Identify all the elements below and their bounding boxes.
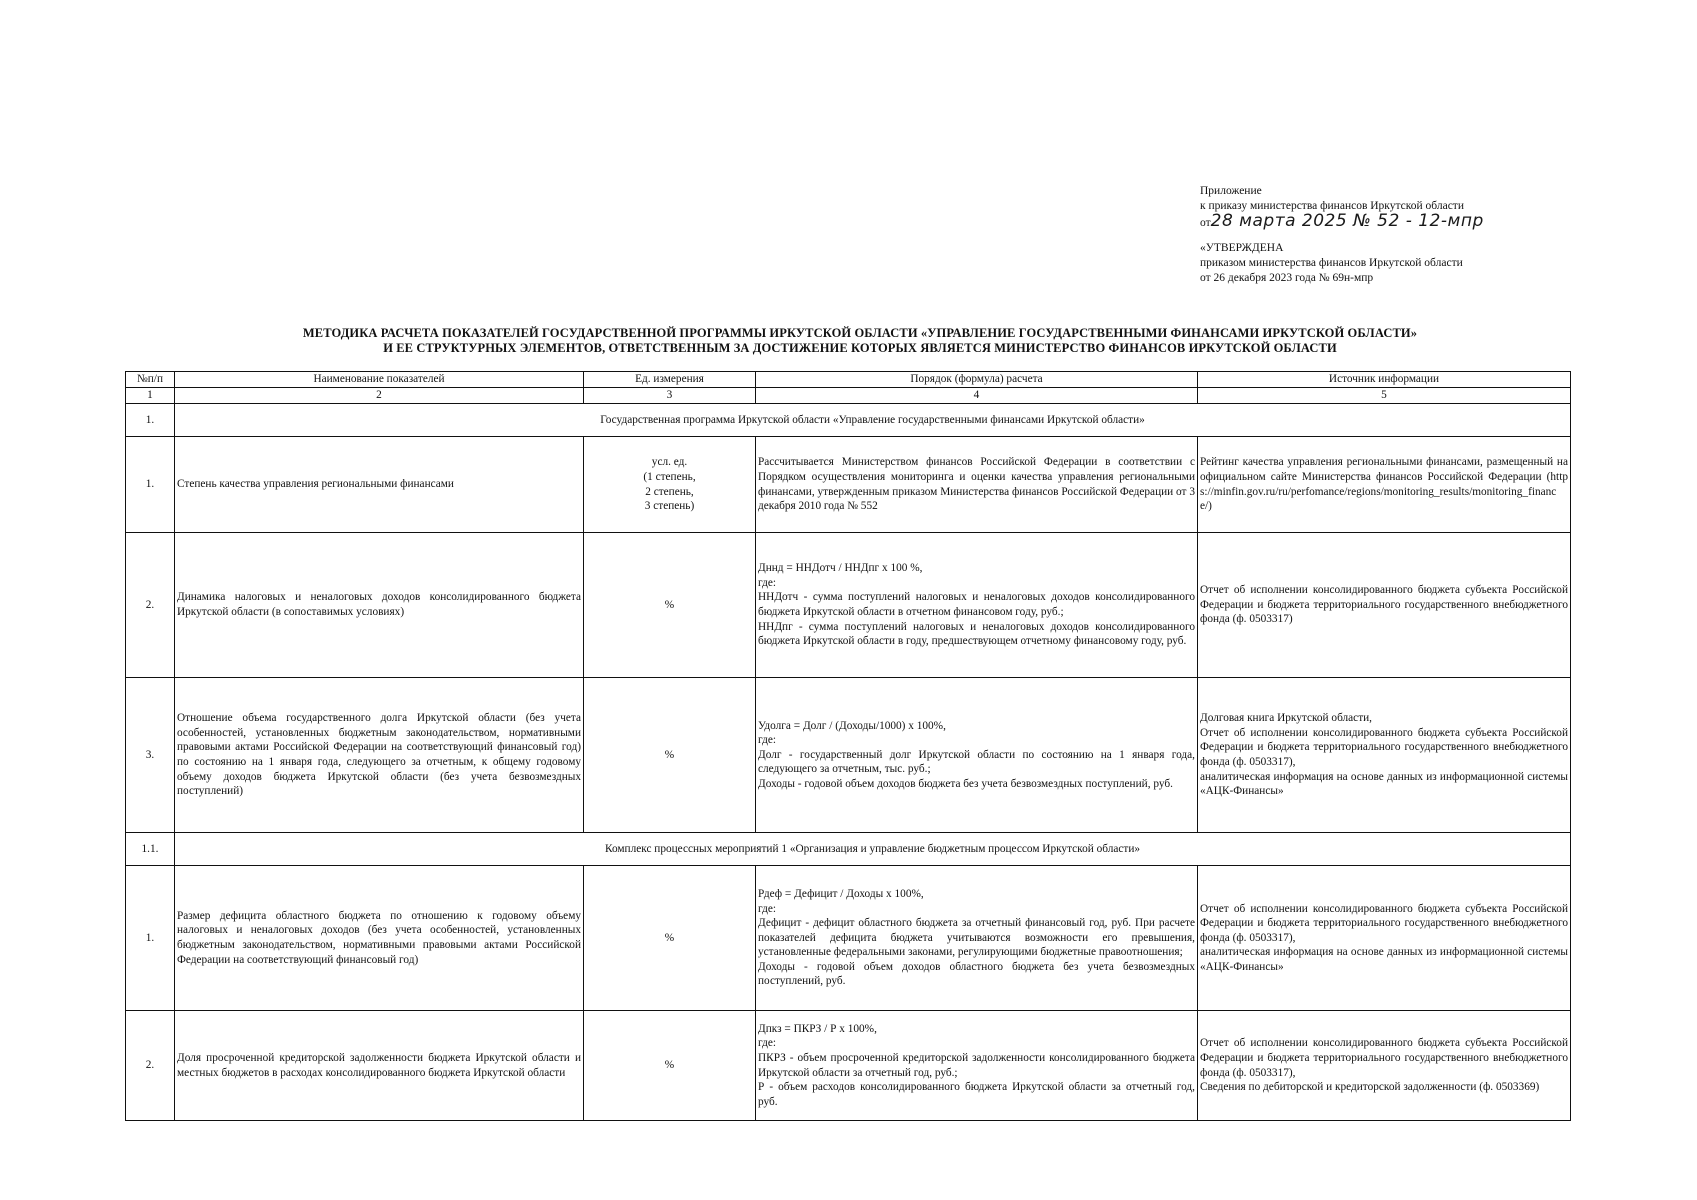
formula-cell	[756, 866, 1198, 1011]
appendix-label: Приложение	[1200, 185, 1262, 197]
header-num: №п/п	[126, 372, 175, 388]
unit-cell: %	[584, 866, 756, 1011]
source-line: аналитическая информация на основе данных из информационной системы «АЦК-Финансы»	[1200, 946, 1568, 973]
document-title	[150, 326, 1570, 356]
header-unit: Ед. измерения	[584, 372, 756, 388]
row-num: 1.	[126, 437, 175, 533]
table-header-row	[126, 372, 1571, 388]
row-num: 2.	[126, 533, 175, 678]
unit-cell: %	[584, 678, 756, 833]
unit-line: усл. ед.	[651, 456, 688, 469]
indicator-name: Динамика налоговых и неналоговых доходов консолидированного бюджета Иркутской области (в сопоставимых условиях)	[175, 533, 584, 678]
indicator-name: Степень качества управления региональными финансами	[175, 437, 584, 533]
col-number: 1	[126, 388, 175, 404]
unit-cell: %	[584, 533, 756, 678]
approved-order: приказом министерства финансов Иркутской области	[1200, 257, 1463, 269]
source-cell	[1198, 678, 1571, 833]
source-line: Отчет об исполнении консолидированного бюджета субъекта Российской Федерации и бюджета территориального государственного внебюджетного фонда (ф. 0503317),	[1200, 902, 1568, 944]
source-cell: Рейтинг качества управления региональными финансами, размещенный на официальном сайте Министерства финансов Российской Федерации (https://minfin.gov.ru/ru/perfomance/regions/monitoring_results/monitoring_finance/)	[1198, 437, 1571, 533]
source-line: Отчет об исполнении консолидированного бюджета субъекта Российской Федерации и бюджета территориального государственного внебюджетного фонда (ф. 0503317),	[1200, 726, 1568, 768]
source-line: Долговая книга Иркутской области,	[1200, 712, 1373, 725]
header-formula: Порядок (формула) расчета	[756, 372, 1198, 388]
methodology-table	[125, 371, 1571, 1121]
col-number: 3	[584, 388, 756, 404]
formula-line: где:	[758, 734, 776, 747]
formula-line: Доходы - годовой объем доходов областного бюджета без учета безвозмездных поступлений, руб.	[758, 960, 1195, 988]
source-line: Отчет об исполнении консолидированного бюджета субъекта Российской Федерации и бюджета территориального государственного внебюджетного фонда (ф. 0503317),	[1200, 1037, 1568, 1079]
approved-label: «УТВЕРЖДЕНА	[1200, 242, 1284, 254]
formula-cell	[756, 533, 1198, 678]
table-row	[126, 437, 1571, 533]
formula-line: где:	[758, 1037, 776, 1050]
col-number: 4	[756, 388, 1198, 404]
formula-line: Р - объем расходов консолидированного бюджета Иркутской области за отчетный год, руб.	[758, 1081, 1195, 1108]
col-number: 5	[1198, 388, 1571, 404]
row-num: 2.	[126, 1011, 175, 1121]
formula-line: Дпкз = ПКРЗ / Р х 100%,	[758, 1022, 877, 1035]
formula-line: Доходы - годовой объем доходов бюджета без учета безвозмездных поступлений, руб.	[758, 777, 1173, 790]
unit-cell	[584, 437, 756, 533]
source-line: аналитическая информация на основе данных из информационной системы «АЦК-Финансы»	[1200, 770, 1568, 798]
section-title: Комплекс процессных мероприятий 1 «Организация и управление бюджетным процессом Иркутской области»	[175, 833, 1571, 866]
indicator-name: Размер дефицита областного бюджета по отношению к годовому объему налоговых и неналоговых доходов (без учета особенностей, установленных бюджетным законодательством, нормативными правовыми актами Российской Федерации на соответствующий финансовый год)	[175, 866, 584, 1011]
appendix-block	[1200, 184, 1540, 286]
row-num: 3.	[126, 678, 175, 833]
table-row	[126, 1011, 1571, 1121]
appendix-date-prefix: от	[1200, 217, 1211, 229]
unit-line: (1 степень,	[643, 470, 696, 483]
header-source: Источник информации	[1198, 372, 1571, 388]
indicator-name: Отношение объема государственного долга Иркутской области (без учета особенностей, установленных бюджетным законодательством, нормативными правовыми актами Российской Федерации на соответствующий финансовый год) по состоянию на 1 января года, следующего за отчетным, к общему годовому объему доходов бюджета Иркутской области (без учета безвозмездных поступлений)	[175, 678, 584, 833]
formula-line: Долг - государственный долг Иркутской области по состоянию на 1 января года, следующего за отчетным, тыс. руб.;	[758, 748, 1195, 776]
header-name: Наименование показателей	[175, 372, 584, 388]
formula-line: где:	[758, 576, 776, 589]
row-num: 1.	[126, 866, 175, 1011]
title-line-1: МЕТОДИКА РАСЧЕТА ПОКАЗАТЕЛЕЙ ГОСУДАРСТВЕННОЙ ПРОГРАММЫ ИРКУТСКОЙ ОБЛАСТИ «УПРАВЛЕНИЕ ГОСУДАРСТВЕННЫМИ ФИНАНСАМИ ИРКУТСКОЙ ОБЛАСТИ»	[302, 326, 1418, 340]
formula-line: ПКРЗ - объем просроченной кредиторской задолженности консолидированного бюджета Иркутской области за отчетный год, руб.;	[758, 1051, 1195, 1079]
title-line-2: И ЕЕ СТРУКТУРНЫХ ЭЛЕМЕНТОВ, ОТВЕТСТВЕННЫМ ЗА ДОСТИЖЕНИЕ КОТОРЫХ ЯВЛЯЕТСЯ МИНИСТЕРСТВО ФИНАНСОВ ИРКУТСКОЙ ОБЛАСТИ	[383, 341, 1337, 355]
appendix-order-date	[1200, 211, 1540, 231]
section-row	[126, 404, 1571, 437]
appendix-order-ref: к приказу министерства финансов Иркутской области	[1200, 200, 1464, 212]
formula-line: Дннд = ННДотч / ННДпг х 100 %,	[758, 562, 923, 575]
source-cell	[1198, 866, 1571, 1011]
column-number-row	[126, 388, 1571, 404]
formula-line: Рдеф = Дефицит / Доходы х 100%,	[758, 887, 924, 900]
formula-cell	[756, 678, 1198, 833]
formula-cell	[756, 1011, 1198, 1121]
formula-cell: Рассчитывается Министерством финансов Российской Федерации в соответствии с Порядком осуществления мониторинга и оценки качества управления региональными финансами, утвержденным приказом Министерства финансов Российской Федерации от 3 декабря 2010 года № 552	[756, 437, 1198, 533]
formula-line: Удолга = Долг / (Доходы/1000) х 100%,	[758, 719, 946, 732]
table-row	[126, 678, 1571, 833]
table-row	[126, 533, 1571, 678]
source-line: Сведения по дебиторской и кредиторской задолженности (ф. 0503369)	[1200, 1081, 1540, 1094]
unit-line: 3 степень)	[644, 500, 695, 513]
handwritten-date-number: 28 марта 2025 № 52 - 12-мпр	[1210, 211, 1484, 231]
table-row	[126, 866, 1571, 1011]
section-row	[126, 833, 1571, 866]
unit-cell: %	[584, 1011, 756, 1121]
indicator-name: Доля просроченной кредиторской задолженности бюджета Иркутской области и местных бюджетов в расходах консолидированного бюджета Иркутской области	[175, 1011, 584, 1121]
formula-line: где:	[758, 902, 776, 915]
formula-line: Дефицит - дефицит областного бюджета за отчетный финансовый год, руб. При расчете показателей дефицита бюджета учитываются возможности его превышения, установленные федеральными законами, регулирующими бюджетные правоотношения;	[758, 917, 1195, 959]
source-cell: Отчет об исполнении консолидированного бюджета субъекта Российской Федерации и бюджета территориального государственного внебюджетного фонда (ф. 0503317)	[1198, 533, 1571, 678]
approved-order-date: от 26 декабря 2023 года № 69н-мпр	[1200, 272, 1374, 284]
formula-line: ННДпг - сумма поступлений налоговых и неналоговых доходов консолидированного бюджета Иркутской области в году, предшествующем отчетному финансовому году, руб.	[758, 620, 1195, 648]
col-number: 2	[175, 388, 584, 404]
section-title: Государственная программа Иркутской области «Управление государственными финансами Иркутской области»	[175, 404, 1571, 437]
section-num: 1.1.	[126, 833, 175, 866]
formula-line: ННДотч - сумма поступлений налоговых и неналоговых доходов консолидированного бюджета Иркутской области в отчетном финансовом году, руб.;	[758, 591, 1195, 618]
unit-line: 2 степень,	[645, 485, 694, 498]
source-cell	[1198, 1011, 1571, 1121]
section-num: 1.	[126, 404, 175, 437]
